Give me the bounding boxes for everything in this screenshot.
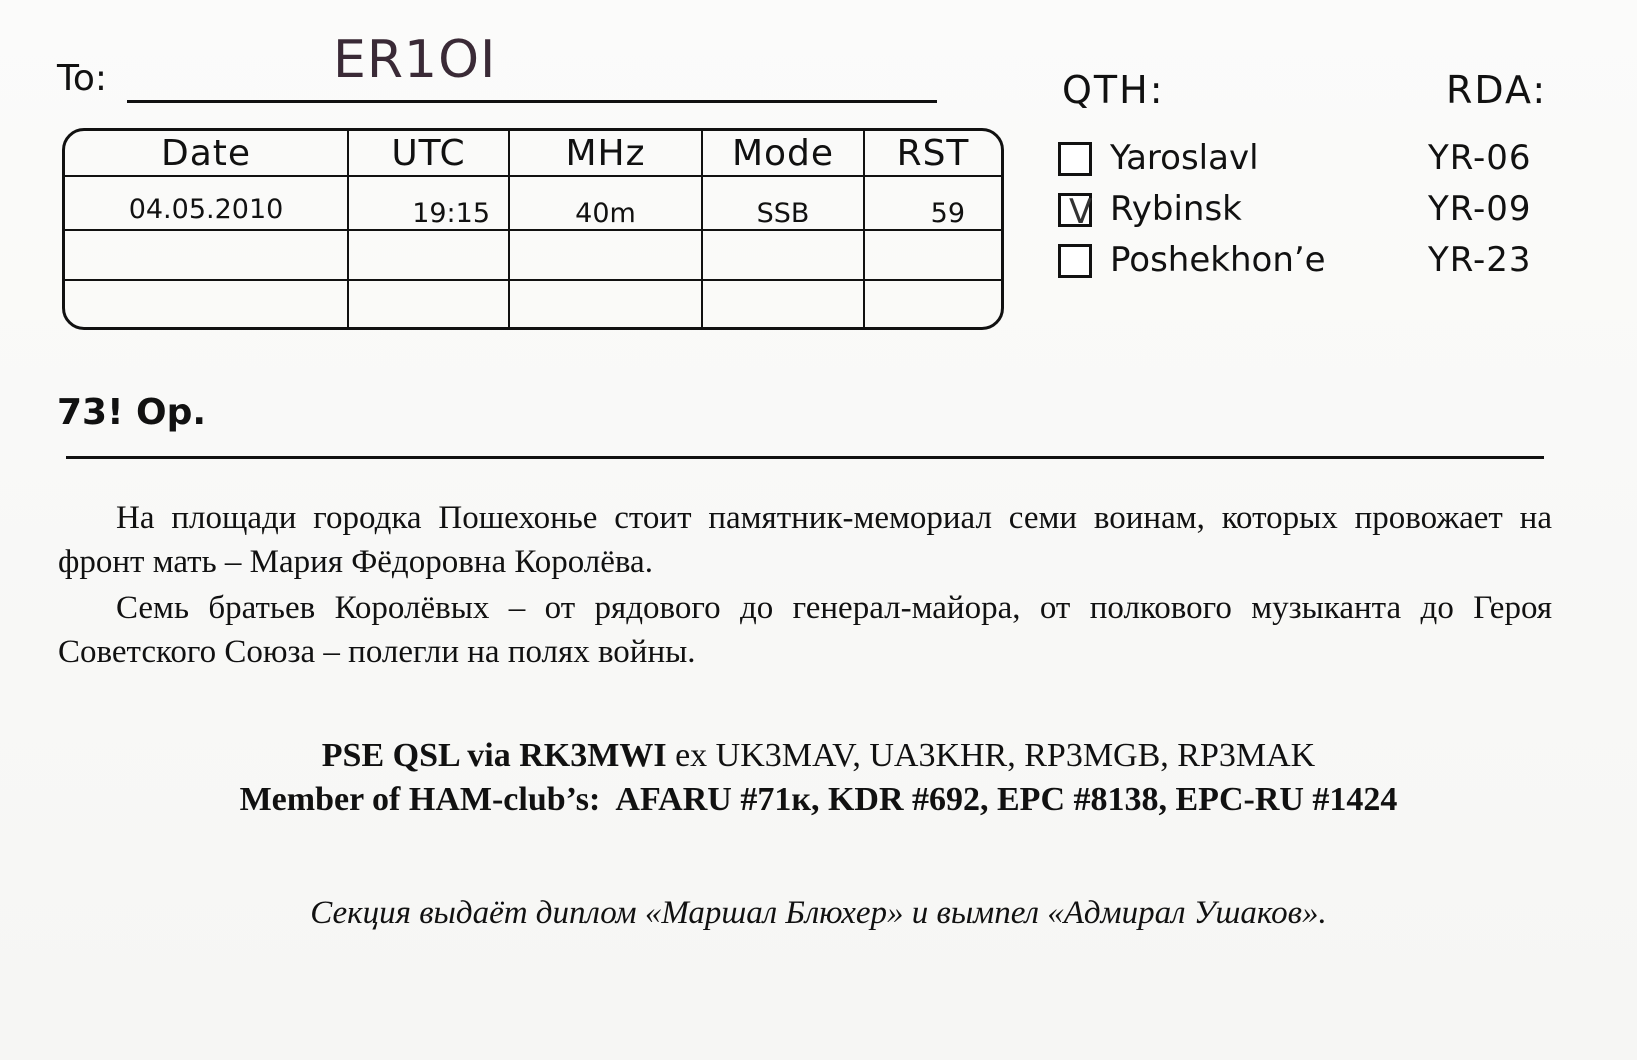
- rda-code: YR-06: [1428, 138, 1532, 178]
- rda-code: YR-23: [1428, 240, 1532, 280]
- table-cell: [348, 280, 509, 329]
- qth-checkbox[interactable]: [1058, 142, 1092, 176]
- signature-underline: [66, 456, 1544, 459]
- table-cell: [702, 280, 864, 329]
- recipient-callsign: ER1OI: [333, 30, 497, 90]
- qso-mode: SSB: [702, 176, 864, 230]
- rda-code: YR-09: [1428, 189, 1532, 229]
- qth-name: Poshekhon’e: [1110, 240, 1326, 280]
- qth-item-poshekhone: [1058, 240, 1578, 280]
- qso-table: [62, 128, 1004, 330]
- rda-title: RDA:: [1446, 68, 1548, 112]
- qth-title: QTH:: [1062, 68, 1165, 112]
- col-date: Date: [65, 131, 348, 176]
- table-cell: [509, 230, 702, 280]
- qso-rst: 59: [864, 176, 1001, 230]
- membership-line: [0, 781, 1637, 819]
- to-underline: [127, 100, 937, 103]
- qth-name: Rybinsk: [1110, 189, 1242, 229]
- qth-checkbox[interactable]: [1058, 192, 1093, 232]
- qso-band: 40m: [509, 176, 702, 230]
- qth-name: Yaroslavl: [1110, 138, 1259, 178]
- table-row: [65, 176, 1001, 230]
- to-label: To:: [57, 58, 108, 99]
- qth-checkbox[interactable]: [1058, 244, 1092, 278]
- qth-item-yaroslavl: [1058, 138, 1578, 178]
- table-cell: [864, 280, 1001, 329]
- col-utc: UTC: [348, 131, 509, 176]
- qso-utc: 19:15: [348, 176, 509, 230]
- table-cell: [65, 230, 348, 280]
- brothers-paragraph: Семь братьев Королёвых – от рядового до генерал-майора, от полкового музыканта до Героя Советского Союза – полегли на полях войны.: [58, 590, 1552, 670]
- table-row: [65, 280, 1001, 329]
- qsl-manager: PSE QSL via RK3MWI: [321, 737, 667, 774]
- membership-text: Member of HAM-club’s: AFARU #71к, KDR #692, EPC #8138, EPC-RU #1424: [239, 781, 1398, 818]
- col-rst: RST: [864, 131, 1001, 176]
- col-mhz: MHz: [509, 131, 702, 176]
- qsl-via-line: [0, 737, 1637, 775]
- table-cell: [864, 230, 1001, 280]
- qth-item-rybinsk: [1058, 189, 1578, 232]
- table-cell: [348, 230, 509, 280]
- table-cell: [509, 280, 702, 329]
- qso-date: 04.05.2010: [65, 176, 348, 230]
- table-cell: [65, 280, 348, 329]
- check-mark: V: [1069, 192, 1093, 232]
- qsl-ex-calls: ex UK3MAV, UA3KHR, RP3MGB, RP3MAK: [666, 737, 1316, 774]
- operator-signature-label: 73! Op.: [57, 392, 207, 433]
- col-mode: Mode: [702, 131, 864, 176]
- memorial-paragraph: На площади городка Пошехонье стоит памятник-мемориал семи воинам, которых провожает на фронт мать – Мария Фёдоровна Королёва.: [58, 500, 1552, 580]
- qso-table-header: [65, 131, 1001, 176]
- table-row: [65, 230, 1001, 280]
- table-cell: [702, 230, 864, 280]
- award-note: Секция выдаёт диплом «Маршал Блюхер» и вымпел «Адмирал Ушаков».: [310, 895, 1327, 931]
